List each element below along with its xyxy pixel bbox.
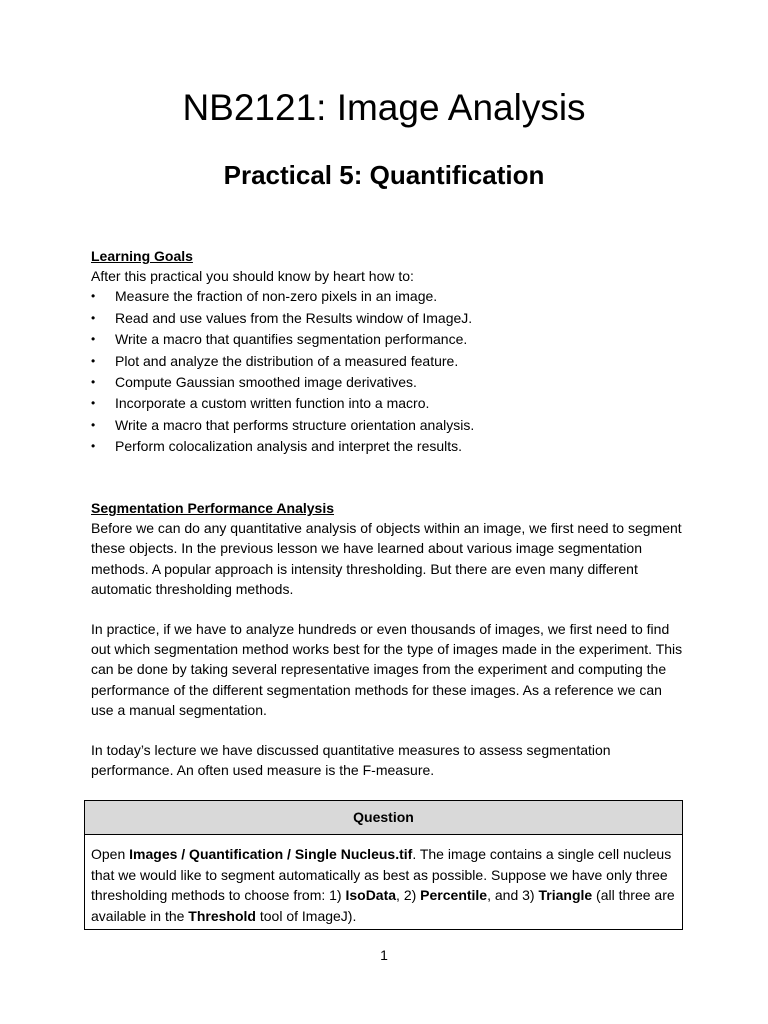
list-item: • Write a macro that quantifies segmentation performance. [91,329,691,350]
list-item: • Measure the fraction of non-zero pixels in an image. [91,286,691,307]
bullet-icon: • [91,375,96,390]
learning-goals-heading: Learning Goals [91,248,193,264]
segmentation-heading: Segmentation Performance Analysis [91,500,335,516]
segmentation-paragraph-3: In today’s lecture we have discussed quantitative measures to assess segmentation performance. An often used measure is the F-measure. [91,742,611,779]
list-item: • Compute Gaussian smoothed image derivatives. [91,372,691,393]
method-isodata: IsoData [345,887,397,903]
list-item: • Plot and analyze the distribution of a measured feature. [91,351,691,372]
file-path: Images / Quantification / Single Nucleus.tif [129,846,413,862]
learning-goals-section [91,246,691,458]
segmentation-paragraph-2: In practice, if we have to analyze hundreds or even thousands of images, we first need to find out which segmentation method works best for the type of images made in the experiment. This can be done by taking several representative images from the experiment and computing the performance of the different segmentation methods for these images. As a reference we can use a manual segmentation. [91,621,683,718]
document-subtitle: Practical 5: Quantification [223,160,545,190]
list-item: • Read and use values from the Results window of ImageJ. [91,308,691,329]
list-item: • Write a macro that performs structure orientation analysis. [91,415,691,436]
page-number: 1 [380,947,388,963]
bullet-icon: • [91,332,96,347]
bullet-icon: • [91,396,96,411]
question-text: Open Images / Quantification / Single Nucleus.tif. The image contains a single cell nucleus that we would like to segment automatically as best as possible. Suppose we have only three thresholding methods to choose from: 1) IsoData, 2) Percentile, and 3) Triangle (all three are available in the Threshold tool of ImageJ). [91,846,675,924]
segmentation-paragraph-1: Before we can do any quantitative analysis of objects within an image, we first need to segment these objects. In the previous lesson we have learned about various image segmentation methods. A popular approach is intensity thresholding. But there are even many different automatic thresholding methods. [91,520,682,597]
question-header: Question [85,801,682,835]
learning-goals-intro: After this practical you should know by heart how to: [91,268,414,285]
bullet-icon: • [91,310,96,325]
bullet-icon: • [91,289,96,304]
bullet-icon: • [91,439,96,454]
list-item: • Perform colocalization analysis and interpret the results. [91,436,691,457]
bullet-icon: • [91,353,96,368]
method-triangle: Triangle [538,887,593,903]
document-title: NB2121: Image Analysis [182,87,586,128]
method-percentile: Percentile [420,887,488,903]
tool-threshold: Threshold [188,907,256,924]
segmentation-section [91,498,686,780]
learning-goals-list [91,286,691,457]
list-item: • Incorporate a custom written function into a macro. [91,393,691,414]
bullet-icon: • [91,417,96,432]
question-box [84,800,683,930]
